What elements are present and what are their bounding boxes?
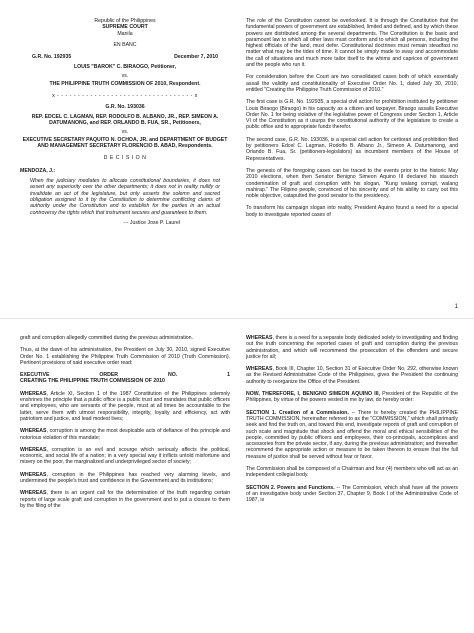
page2-right-column [246, 335, 458, 510]
whereas-clause [20, 472, 230, 485]
whereas-lead: WHEREAS [20, 471, 47, 478]
section-2-heading: SECTION 2. Powers and Functions. [246, 484, 335, 491]
page2-left-column [20, 335, 230, 515]
section-2 [246, 485, 458, 504]
paragraph: Thus, at the dawn of his administration, the President on July 30, 2010, signed Executive Order No. 1 establishing the Philippine Truth Commission of 2010 (Truth Commission). Pertinent provisions of said executive order read: [20, 347, 230, 366]
epigraph-quote: When the judiciary mediates to allocate constitutional boundaries, it does not assert any superiority over the other departments; it does not in reality nullify or invalidate an act of the legislature, but only asserts the solemn and sacred obligation assigned to it by the Constitution to determine conflicting claims of authority under the Constitution and to establish for the parties in an actual controversy the rights which that instrument secures and guarantees to them. [30, 178, 220, 216]
case1-respondent: THE PHILIPPINE TRUTH COMMISSION OF 2010, Respondent. [49, 81, 201, 88]
eo-title-word: EXECUTIVE [20, 372, 50, 379]
whereas-clause [20, 391, 230, 422]
republic-line: Republic of the Philippines [94, 18, 156, 24]
whereas-clause [20, 447, 230, 466]
document-page-1 [0, 0, 474, 316]
paragraph: For consideration before the Court are two consolidated cases both of which essentially assail the validity and constitutionality of Executive Order No. 1, dated July 30, 2010, entitled "Creating the Philippine Truth Commission of 2010." [246, 74, 458, 93]
eo-title-word: ORDER [99, 372, 119, 379]
now-therefore-text: President of the Republic of the Philippines, by virtue of the powers vested in me by law, do hereby order: [246, 391, 458, 404]
case2-gr-number: G.R. No. 193036 [105, 103, 145, 110]
whereas-clause [246, 366, 458, 385]
whereas-lead: WHEREAS [20, 446, 47, 453]
section-1 [246, 410, 458, 460]
whereas-text: , corruption is among the most despicable acts of defiance of this principle and notorious violation of this mandate; [20, 428, 230, 441]
paragraph: The second case, G.R. No. 193036, is a special civil action for certiorari and prohibition filed by petitioners Edcel C. Lagman, Rodolfo B. Albano Jr., Simeon A. Datumanong, and Orlando B. Fua, Sr. (petitioners-legislators) as incumbent members of the House of Representatives. [246, 136, 458, 162]
section-1-heading: SECTION 1. Creation of a Commission. [246, 409, 349, 416]
case1-line [20, 54, 230, 60]
ponente: MENDOZA, J.: [20, 167, 56, 174]
section-2-text: -- The Commission, which shall have all the powers of an investigative body under Section 37, Chapter 9, Book I of the Administrative Code of 1987, is [246, 484, 458, 504]
page1-left-column [20, 18, 230, 230]
document-page-2 [0, 318, 474, 633]
eo-title-word: NO. [167, 372, 178, 379]
paragraph: The role of the Constitution cannot be overlooked. It is through the Constitution that the fundamental powers of government are established, limited and defined, and by which these powers are distributed among the several departments. The Constitution is the basic and paramount law to which all other laws must conform and to which all persons, including the highest officials of the land, must defer. Constitutional doctrines must remain steadfast no matter what may be the tides of time. It cannot be simply made to sway and accommodate the call of situations and much more tailor itself to the whims and caprices of government and the people who run it. [246, 18, 458, 69]
now-therefore-lead: NOW, THEREFORE, I, BENIGNO SIMEON AQUINO III, [246, 391, 380, 398]
whereas-text: , corruption in the Philippines has reached very alarming levels, and undermined the people's trust and confidence in the Government and its institutions; [20, 471, 230, 485]
whereas-text: , Article XI, Section 1 of the 1987 Constitution of the Philippines solemnly enshrines the principle that a public office is a public trust and mandates that public officers and employees, who are servants of the people, must at all times be accountable to the latter, serve them with utmost responsibility, integrity, loyalty and efficiency, act with patriotism and justice, and lead modest lives; [20, 390, 230, 422]
court-name: SUPREME COURT [102, 24, 148, 31]
whereas-clause [20, 490, 230, 509]
case1-gr-number: G.R. No. 192935 [32, 54, 72, 61]
now-therefore-clause [246, 391, 458, 404]
eo-title-rest: CREATING THE PHILIPPINE TRUTH COMMISSION OF 2010 [20, 378, 165, 385]
case1-date: December 7, 2010 [174, 54, 218, 61]
whereas-clause [20, 428, 230, 441]
case2-respondents: EXECUTIVE SECRETARY PAQUITO N. OCHOA, JR. and DEPARTMENT OF BUDGET AND MANAGEMENT SECRETARY FLORENCIO B. ABAD, Respondents. [22, 136, 228, 150]
paragraph: The first case is G.R. No. 192935, a special civil action for prohibition instituted by petitioner Louis Biraogo (Biraogo) in his capacity as a citizen and taxpayer. Biraogo assails Executive Order No. 1 for being violative of the legislative power of Congress under Section 1, Article VI of the Constitution as it usurps the constitutional authority of the legislature to create a public office and to appropriate funds therefor. [246, 99, 458, 131]
whereas-lead: WHEREAS [20, 490, 47, 497]
page1-right-column [246, 18, 458, 224]
whereas-lead: WHEREAS [246, 366, 273, 373]
case-separator: x - - - - - - - - - - - - - - - - - - - - - - - - - - - - - - - - - x [52, 93, 198, 100]
whereas-lead: WHEREAS [246, 335, 273, 341]
whereas-lead: WHEREAS [20, 390, 47, 397]
case2-vs: vs. [121, 128, 129, 135]
eo-title-word: 1 [227, 372, 230, 379]
en-banc-label: EN BANC [113, 41, 137, 48]
whereas-lead: WHEREAS [20, 428, 47, 435]
page-number: 1 [454, 304, 458, 310]
whereas-clause [246, 335, 458, 360]
whereas-text: , there is a need for a separate body dedicated solely to investigating and finding out the truth concerning the reported cases of graft and corruption during the previous administration, and which will recommend the prosecution of the offenders and secure justice for all; [246, 335, 458, 360]
section-1-text: -- There is hereby created the PHILIPPINE TRUTH COMMISSION, hereinafter referred to as the "COMMISSION," which shall primarily seek and find the truth on, and toward this end, investigate reports of graft and corruption of such scale and magnitude that shock and offend the moral and ethical sensibilities of the people, committed by public officers and employees, their co-principals, accomplices and accessories from the private sector, if any, during the previous administration; and thereafter recommend the appropriate action or measure to be taken thereon to ensure that the full measure of justice shall be served without fear or favor. [246, 409, 458, 460]
section-1-tail: The Commission shall be composed of a Chairman and four (4) members who will act as an independent collegial body. [246, 466, 458, 479]
case2-petitioners: REP. EDCEL C. LAGMAN, REP. RODOLFO B. ALBANO, JR., REP. SIMEON A. DATUMANONG, and REP. ORLANDO B. FUA, SR., Petitioners, [31, 113, 219, 127]
whereas-text: , Book III, Chapter 10, Section 31 of Executive Order No. 292, otherwise known as the Revised Administrative Code of the Philippines, gives the President the continuing authority to reorganize the Office of the President. [246, 366, 458, 385]
paragraph: graft and corruption allegedly committed during the previous administration. [20, 335, 194, 341]
decision-label: D E C I S I O N [103, 155, 147, 162]
whereas-text: , there is an urgent call for the determination of the truth regarding certain reports of large scale graft and corruption in the government and to put a closure to them by the filing of the [20, 490, 230, 509]
paragraph: To transform his campaign slogan into reality, President Aquino found a need for a special body to investigate reported cases of [246, 205, 458, 218]
case1-vs: vs. [121, 72, 129, 79]
paragraph: The genesis of the foregoing cases can be traced to the events prior to the historic May 2010 elections, when then Senator Benigno Simeon Aquino III declared his staunch condemnation of graft and corruption with his slogan, "Kung walang corrupt, walang mahirap." The Filipino people, convinced of his sincerity and of his ability to carry out this noble objective, catapulted the good senator to the presidency. [246, 167, 458, 200]
epigraph-author: --- Justice Jose P. Laurel [123, 219, 180, 226]
case1-petitioner: LOUIS "BAROK" C. BIRAOGO, Petitioner, [73, 64, 177, 71]
whereas-text: , corruption is an evil and scourge which seriously affects the political, economic, and social life of a nation; in a very special way it inflicts untold misfortune and misery on the poor, the marginalized and underprivileged sector of society; [20, 446, 230, 466]
court-city: Manila [117, 30, 133, 37]
